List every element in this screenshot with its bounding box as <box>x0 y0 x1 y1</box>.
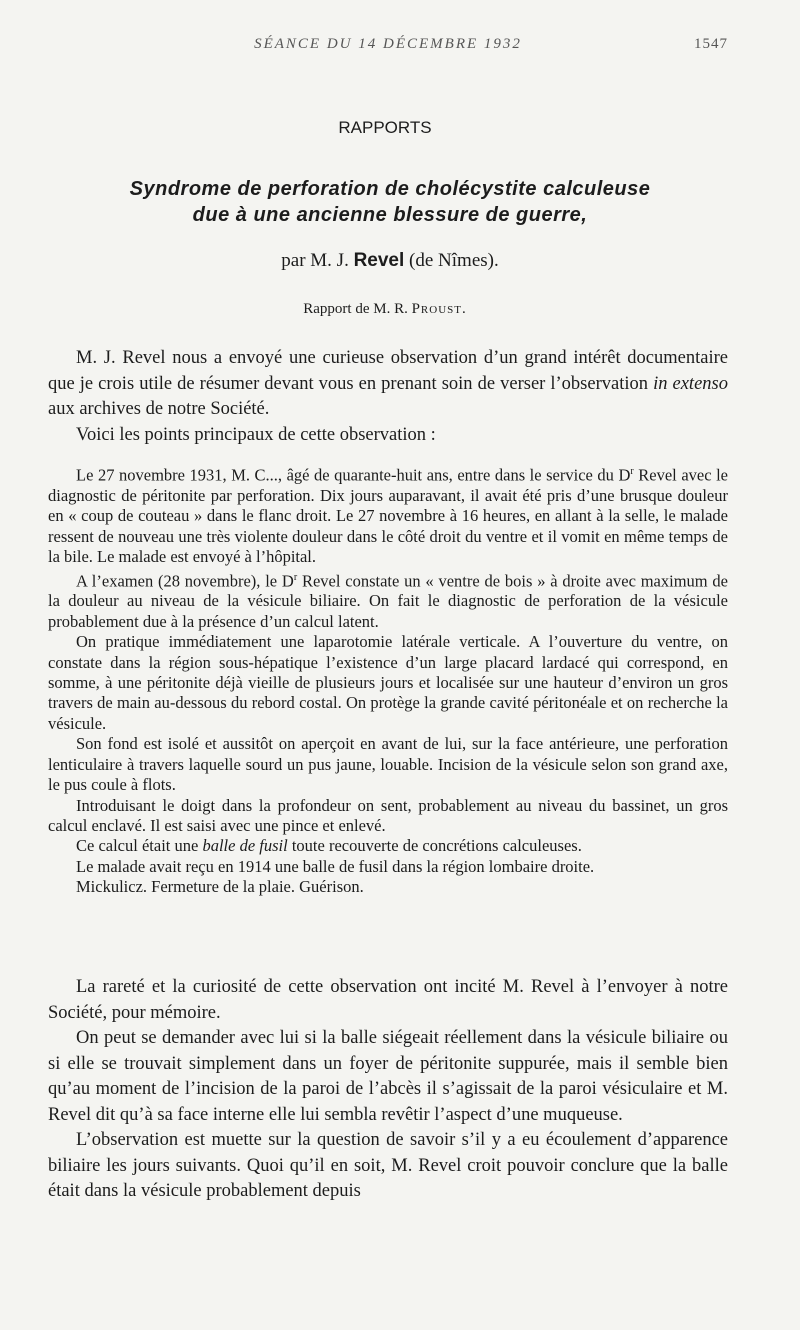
section-heading: RAPPORTS <box>338 118 432 137</box>
observation-paragraph-3: On pratique immédiatement une laparotomie latérale verticale. A l’ouverture du ventre, on constate dans la région sous-hépatique l’existence d’un large placard lardacé qui correspond, en somme, à une péritonite déjà vieille de plusieurs jours et localisée sur une hauteur d’environ un gros travers de main au-dessous du rebord costal. On protège la grande cavité péritonéale et on recherche la vésicule. <box>48 632 728 733</box>
emphasis-bullet: balle de fusil <box>202 836 288 856</box>
observation-paragraph-5: Introduisant le doigt dans la profondeur on sent, probablement au niveau du bassinet, un gros calcul enclavé. Il est saisi avec une pince et enlevé. <box>48 795 728 835</box>
observation-paragraph-6: Ce calcul était une balle de fusil toute recouverte de concrétions calculeuses. <box>76 836 582 856</box>
author-name: Revel <box>353 250 405 271</box>
conclusion-section <box>48 975 728 1205</box>
page-number: 1547 <box>694 36 728 52</box>
author-line <box>0 250 780 272</box>
observation-paragraph-7: Le malade avait reçu en 1914 une balle de fusil dans la région lombaire droite. <box>76 856 595 876</box>
article-title-line-1: Syndrome de perforation de cholécystite calculeuse <box>129 178 651 200</box>
observation-paragraph-4: Son fond est isolé et aussitôt on aperçoit en avant de lui, sur la face antérieure, une perforation lenticulaire à travers laquelle sourd un pus jaune, louable. Incision de la vésicule selon son grand axe, le pus coule à flots. <box>48 734 728 795</box>
report-prefix: Rapport de M. R. <box>303 301 408 317</box>
observation-paragraph-8: Mickulicz. Fermeture de la plaie. Guérison. <box>76 877 364 897</box>
report-byline <box>0 301 770 318</box>
running-title: SÉANCE DU 14 DÉCEMBRE 1932 <box>254 36 522 52</box>
conclusion-paragraph-2: On peut se demander avec lui si la balle siégeait réellement dans la vésicule biliaire ou si elle se trouvait simplement dans un foyer de péritonite suppurée, mais il semble bien qu’au moment de l’incision de la paroi de l’abcès il s’agissait de la paroi vésiculaire et M. Revel dit qu’à sa face interne elle lui sembla revêtir l’aspect d’une muqueuse. <box>48 1028 728 1125</box>
author-prefix: par M. J. <box>281 250 349 271</box>
article-title <box>40 176 740 228</box>
latin-phrase: in extenso <box>653 373 728 394</box>
article-title-line-2: due à une ancienne blessure de guerre, <box>192 204 588 226</box>
conclusion-paragraph-3: L’observation est muette sur la question de savoir s’il y a eu écoulement d’apparence biliaire les jours suivants. Quoi qu’il en soit, M. Revel croit pouvoir conclure que la balle était dans la vésicule probablement depuis <box>48 1130 728 1201</box>
author-location: (de Nîmes). <box>409 250 499 271</box>
observation-section <box>48 462 728 898</box>
observation-paragraph-2: A l’examen (28 novembre), le $D^r$ Revel constate un « ventre de bois » à droite avec maximum de la douleur au niveau de la vésicule biliaire. On fait le diagnostic de perforation de la vésicule probablement due à la présence d’un calcul latent. <box>48 571 728 631</box>
intro-paragraph-2: Voici les points principaux de cette observation : <box>76 424 436 445</box>
reporter-name: Proust. <box>411 301 467 317</box>
observation-paragraph-1: Le 27 novembre 1931, M. C..., âgé de quarante-huit ans, entre dans le service du $D^r$ Revel avec le diagnostic de péritonite par perforation. Dix jours auparavant, il avait été pris d’une brusque douleur en « coup de couteau » dans le flanc droit. Le 27 novembre à 16 heures, en allant à la selle, le malade ressent de nouveau une très violente douleur dans le côté droit du ventre et il vomit en même temps de la bile. Le malade est envoyé à l’hôpital. <box>48 465 729 567</box>
intro-section <box>48 346 728 448</box>
running-header <box>48 36 728 58</box>
intro-paragraph-1: M. J. Revel nous a envoyé une curieuse observation d’un grand intérêt documentaire que je crois utile de résumer devant vous en prenant soin de verser l’observation in extenso aux archives de notre Société. <box>48 348 728 419</box>
conclusion-paragraph-1: La rareté et la curiosité de cette observation ont incité M. Revel à l’envoyer à notre Société, pour mémoire. <box>48 977 728 1023</box>
